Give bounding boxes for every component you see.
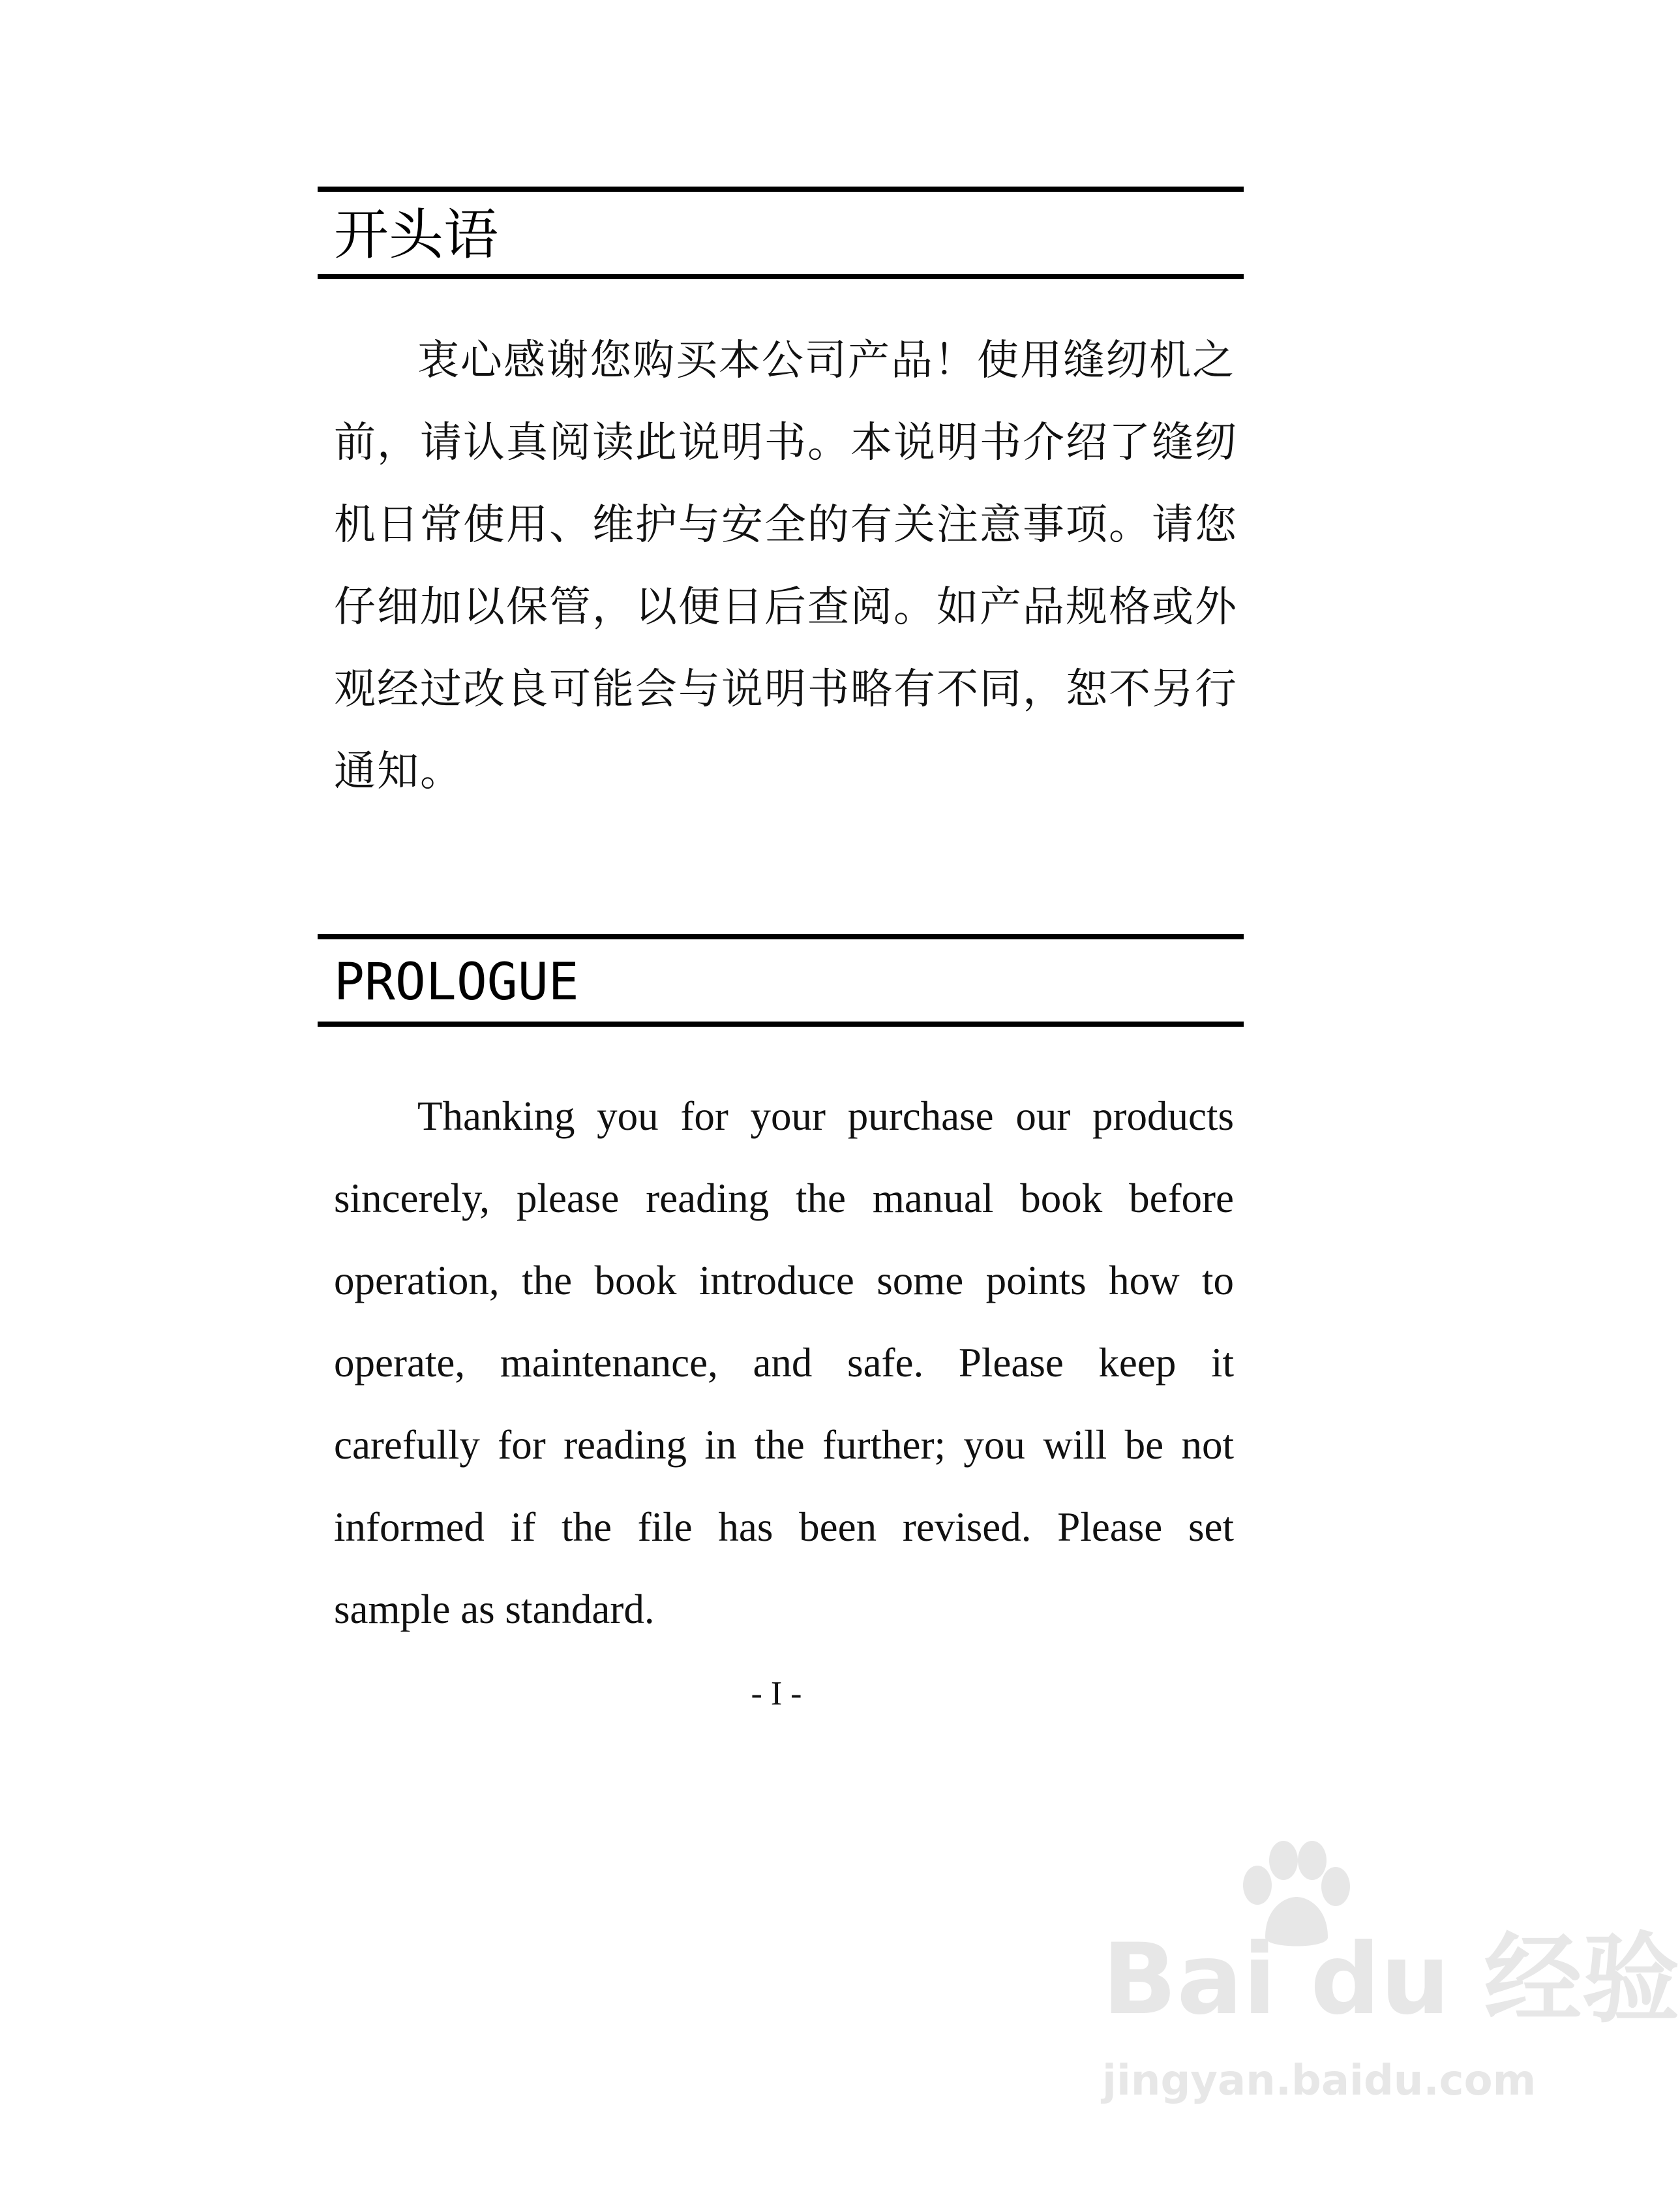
watermark-url: jingyan.baidu.com [1102, 2057, 1537, 2105]
paragraph-line: operate, maintenance, and safe. Please keep it [334, 1340, 1234, 1386]
paragraph-line: 观经过改良可能会与说明书略有不同，恕不另行 [334, 665, 1238, 714]
bottom-rule-cn [318, 274, 1244, 279]
paragraph-line: informed if the file has been revised. Please set [334, 1504, 1234, 1550]
paragraph-line: 前，请认真阅读此说明书。本说明书介绍了缝纫 [334, 419, 1238, 467]
paragraph-line: sample as standard. [334, 1586, 655, 1632]
bottom-rule-en [318, 1022, 1244, 1027]
paragraph-line: sincerely, please reading the manual book before [334, 1175, 1234, 1221]
paragraph-en [334, 1075, 1234, 1650]
section-heading-cn: 开头语 [334, 203, 499, 267]
paragraph-cn [334, 320, 1238, 813]
paragraph-line: operation, the book introduce some points how to [334, 1258, 1234, 1303]
watermark [1102, 1840, 1680, 2140]
top-rule-cn [318, 187, 1244, 192]
paragraph-line: 仔细加以保管，以便日后查阅。如产品规格或外 [334, 583, 1238, 631]
top-rule-en [318, 934, 1244, 939]
paragraph-line: carefully for reading in the further; you will be not [334, 1422, 1234, 1468]
section-heading-en: PROLOGUE [334, 953, 579, 1012]
paragraph-line: 机日常使用、维护与安全的有关注意事项。请您 [334, 501, 1238, 549]
page-number: - I - [751, 1675, 802, 1712]
paragraph-line: Thanking you for your purchase our products [417, 1093, 1234, 1139]
paragraph-line: 通知。 [334, 748, 463, 796]
watermark-brand: Bai du 经验 [1102, 1923, 1680, 2037]
paragraph-line: 衷心感谢您购买本公司产品！使用缝纫机之 [417, 337, 1235, 385]
